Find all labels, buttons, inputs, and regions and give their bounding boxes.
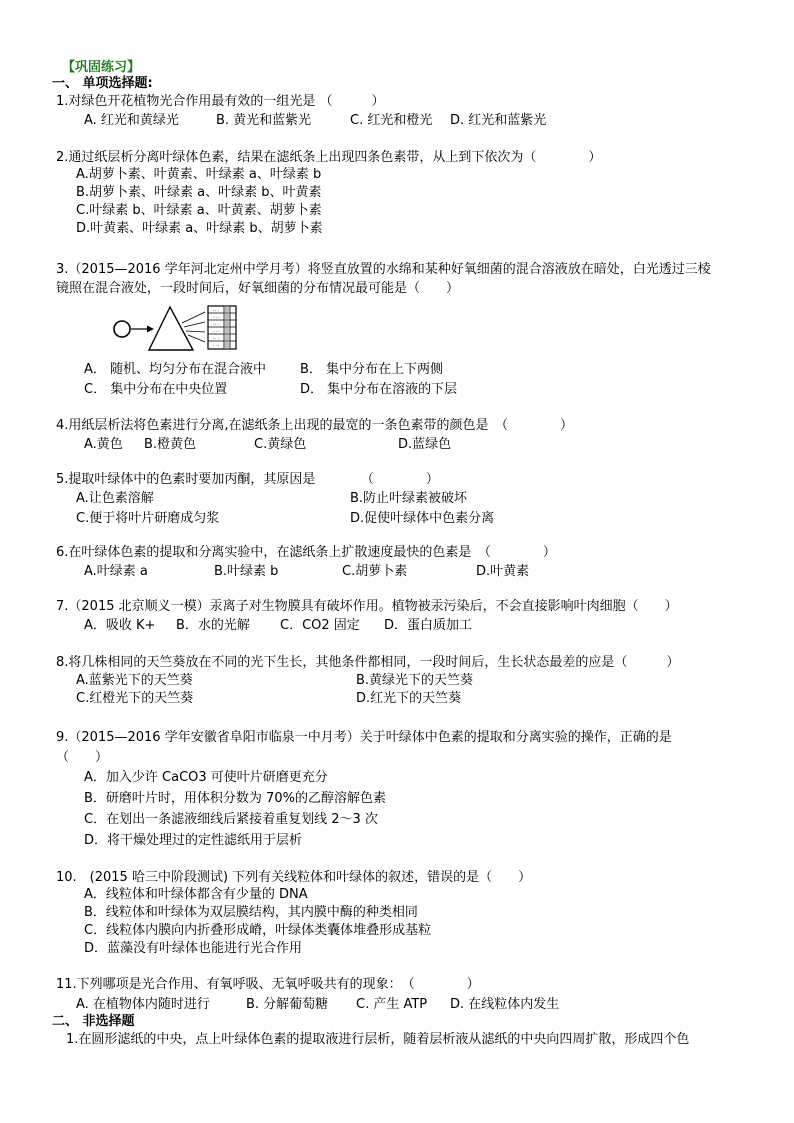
dispersed-ray-2: [184, 322, 205, 327]
q4-option-a: A.黄色: [84, 437, 123, 452]
light-ray-arrowhead: [147, 326, 154, 333]
q9-option-a: A．加入少许 CaCO3 可使叶片研磨更充分: [84, 770, 328, 785]
svg-text:· ··: · ··: [213, 315, 220, 321]
q5-option-b: B.防止叶绿素被破坏: [350, 491, 468, 506]
q5-options-row-1: [76, 491, 676, 507]
question-1-options: [84, 113, 764, 129]
exercise-title: 【巩固练习】: [62, 60, 141, 75]
q11-option-b: B. 分解葡萄糖: [246, 997, 329, 1012]
q10-option-c: C．线粒体内膜向内折叠形成嵴，叶绿体类囊体堆叠形成基粒: [84, 923, 432, 938]
q4-option-c: C.黄绿色: [254, 437, 307, 452]
svg-text:· ··: · ··: [213, 329, 220, 335]
section-heading-single-choice: 一、 单项选择题:: [52, 76, 153, 91]
q1-option-a: A. 红光和黄绿光: [84, 113, 179, 128]
svg-text:·· ·: ·· ·: [213, 308, 220, 314]
svg-text:· ··: · ··: [213, 343, 220, 349]
question-5-stem: 5.提取叶绿体中的色素时要加丙酮，其原因是 （ ）: [56, 472, 439, 487]
dispersed-ray-1: [182, 312, 205, 323]
q9-option-d: D．将干燥处理过的定性滤纸用于层析: [84, 833, 303, 848]
q2-option-c: C.叶绿素 b、叶绿素 a、叶黄素、胡萝卜素: [76, 203, 322, 218]
question-1-stem: 1.对绿色开花植物光合作用最有效的一组光是 （ ）: [56, 94, 385, 109]
question-6-stem: 6.在叶绿体色素的提取和分离实验中，在滤纸条上扩散速度最快的色素是 （ ）: [56, 545, 556, 560]
question-11-options: [76, 997, 756, 1013]
q1-option-c: C. 红光和橙光: [350, 113, 433, 128]
prism-icon: [149, 307, 193, 350]
q11-option-a: A. 在植物体内随时进行: [76, 997, 210, 1012]
q9-option-b: B．研磨叶片时，用体积分数为 70%的乙醇溶解色素: [84, 791, 386, 806]
light-source-icon: [114, 321, 130, 337]
q7-option-b: B．水的光解: [176, 618, 250, 633]
dispersed-ray-4: [188, 335, 205, 342]
question-2-stem: 2.通过纸层析分离叶绿体色素，结果在滤纸条上出现四条色素带，从上到下依次为（ ）: [56, 150, 602, 165]
q2-option-b: B.胡萝卜素、叶绿素 a、叶绿素 b、叶黄素: [76, 185, 322, 200]
question-3-stem-line-1: 3.（2015—2016 学年河北定州中学月考）将竖直放置的水绵和某种好氧细菌的混合溶液放在暗处，白光透过三棱: [56, 262, 711, 277]
q10-option-b: B．线粒体和叶绿体为双层膜结构，其内膜中酶的种类相同: [84, 905, 418, 920]
q3-option-c: C． 集中分布在中央位置: [84, 382, 228, 397]
prism-experiment-figure: [110, 305, 250, 353]
question-4-stem: 4.用纸层析法将色素进行分离,在滤纸条上出现的最宽的一条色素带的颜色是 （ ）: [56, 418, 574, 433]
q4-option-d: D.蓝绿色: [398, 437, 452, 452]
question-11-stem: 11.下列哪项是光合作用、有氧呼吸、无氧呼吸共有的现象： （ ）: [56, 977, 480, 992]
q6-option-c: C.胡萝卜素: [342, 564, 408, 579]
q6-option-b: B.叶绿素 b: [214, 564, 279, 579]
q10-option-a: A．线粒体和叶绿体都含有少量的 DNA: [84, 887, 308, 902]
q11-option-c: C. 产生 ATP: [356, 997, 428, 1012]
question-6-options: [84, 564, 684, 580]
svg-text:·· ·: ·· ·: [213, 322, 220, 328]
q8-option-b: B.黄绿光下的天竺葵: [356, 673, 474, 688]
q4-option-b: B.橙黄色: [144, 437, 197, 452]
q3-options-row-2: [84, 382, 684, 398]
question-4-options: [84, 437, 684, 453]
q3-option-a: A． 随机、均匀分布在混合液中: [84, 362, 267, 377]
q7-option-d: D．蛋白质加工: [384, 618, 473, 633]
question-9-stem-line-2: （ ）: [56, 750, 109, 765]
q2-option-a: A.胡萝卜素、叶黄素、叶绿素 a、叶绿素 b: [76, 167, 322, 182]
q8-option-d: D.红光下的天竺葵: [356, 691, 462, 706]
question-10-stem: 10. (2015 哈三中阶段测试) 下列有关线粒体和叶绿体的叙述，错误的是（ ）: [56, 870, 532, 885]
q3-options-row-1: [84, 362, 684, 378]
question-8-stem: 8.将几株相同的天竺葵放在不同的光下生长，其他条件都相同，一段时间后，生长状态最差的应是（ ）: [56, 655, 680, 670]
q1-option-b: B. 黄光和蓝紫光: [216, 113, 312, 128]
question-7-options: [84, 618, 684, 634]
q6-option-d: D.叶黄素: [476, 564, 530, 579]
q5-option-c: C.便于将叶片研磨成匀浆: [76, 511, 220, 526]
q1-option-d: D. 红光和蓝紫光: [450, 113, 547, 128]
q3-option-b: B． 集中分布在上下两侧: [300, 362, 444, 377]
dispersed-ray-3: [186, 331, 205, 332]
q11-option-d: D. 在线粒体内发生: [450, 997, 560, 1012]
q7-option-c: C．CO2 固定: [280, 618, 360, 633]
q5-option-d: D.促使叶绿体中色素分离: [350, 511, 495, 526]
question-3-stem-line-2: 镜照在混合液处，一段时间后，好氧细菌的分布情况最可能是（ ）: [56, 281, 460, 296]
q8-options-row-1: [76, 673, 676, 689]
q3-option-d: D． 集中分布在溶液的下层: [300, 382, 458, 397]
question-9-stem-line-1: 9.（2015—2016 学年安徽省阜阳市临泉一中月考）关于叶绿体中色素的提取和分离实验的操作，正确的是: [56, 730, 672, 745]
test-tube-icon: [208, 306, 236, 349]
q8-options-row-2: [76, 691, 676, 707]
q6-option-a: A.叶绿素 a: [84, 564, 148, 579]
q10-option-d: D．蓝藻没有叶绿体也能进行光合作用: [84, 941, 303, 956]
q8-option-c: C.红橙光下的天竺葵: [76, 691, 194, 706]
q7-option-a: A．吸收 K+: [84, 618, 156, 633]
non-choice-question-1-stem: 1.在圆形滤纸的中央，点上叶绿体色素的提取液进行层析，随着层析液从滤纸的中央向四周扩散，形成四个色: [66, 1032, 690, 1047]
question-7-stem: 7.（2015 北京顺义一模）汞离子对生物膜具有破坏作用。植物被汞污染后，不会直接影响叶肉细胞（ ）: [56, 599, 678, 614]
svg-text:·· ·: ·· ·: [213, 336, 220, 342]
q5-options-row-2: [76, 511, 676, 527]
q5-option-a: A.让色素溶解: [76, 491, 154, 506]
q9-option-c: C．在划出一条滤液细线后紧接着重复划线 2～3 次: [84, 812, 378, 827]
q2-option-d: D.叶黄素、叶绿素 a、叶绿素 b、胡萝卜素: [76, 221, 323, 236]
section-heading-non-choice: 二、 非选择题: [52, 1014, 135, 1029]
q8-option-a: A.蓝紫光下的天竺葵: [76, 673, 193, 688]
